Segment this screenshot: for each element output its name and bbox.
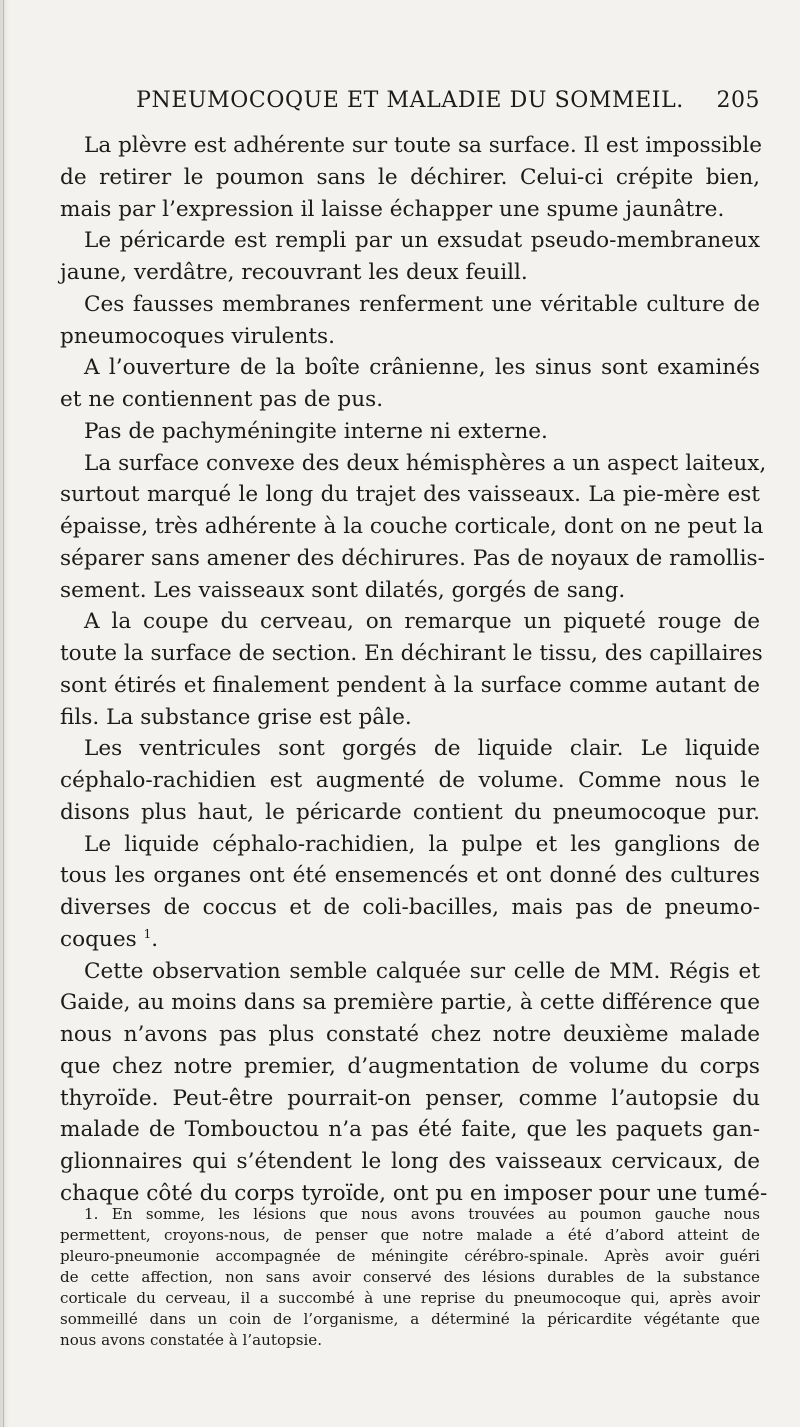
text-line: Gaide, au moins dans sa première partie, à cette différence que xyxy=(60,990,760,1016)
text-line: disons plus haut, le péricarde contient du pneumocoque pur. xyxy=(60,799,760,825)
text-line: fils. La substance grise est pâle. xyxy=(60,704,412,730)
text-line: A l’ouverture de la boîte crânienne, les sinus sont examinés xyxy=(84,355,760,381)
text-line: Cette observation semble calquée sur celle de MM. Régis et xyxy=(84,958,760,984)
footnote-line: pleuro-pneumonie accompagnée de méningite cérébro-spinale. Après avoir guéri xyxy=(60,1247,760,1265)
footnote-line: de cette affection, non sans avoir conservé des lésions durables de la substance xyxy=(60,1268,760,1286)
page-edge xyxy=(0,0,10,1427)
footnote-line: permettent, croyons-nous, de penser que notre malade a été d’abord atteint de xyxy=(60,1226,760,1244)
footnote-line: 1. En somme, les lésions que nous avons trouvées au poumon gauche nous xyxy=(84,1205,760,1223)
text-line: nous n’avons pas plus constaté chez notre deuxième malade xyxy=(60,1022,760,1047)
footnote-line: corticale du cerveau, il a succombé à une reprise du pneumocoque qui, après avoir xyxy=(60,1289,760,1307)
text-line: jaune, verdâtre, recouvrant les deux feuill. xyxy=(60,260,528,285)
footnote-reference: 1 xyxy=(143,926,152,941)
text-line: céphalo-rachidien est augmenté de volume. Comme nous le xyxy=(60,768,760,793)
text-line: tous les organes ont été ensemencés et ont donné des cultures xyxy=(60,863,760,889)
page-number: 205 xyxy=(716,88,760,113)
text-line: mais par l’expression il laisse échapper une spume jaunâtre. xyxy=(60,196,725,222)
running-header xyxy=(60,88,760,118)
text-line: chaque côté du corps tyroïde, ont pu en imposer pour une tumé- xyxy=(60,1180,768,1206)
text-line: sont étirés et finalement pendent à la surface comme autant de xyxy=(60,672,760,698)
text-line: de retirer le poumon sans le déchirer. Celui-ci crépite bien, xyxy=(60,164,760,190)
text-line: que chez notre premier, d’augmentation de volume du corps xyxy=(60,1053,760,1079)
text-line: Le liquide céphalo-rachidien, la pulpe et les ganglions de xyxy=(84,831,760,857)
header-title: PNEUMOCOQUE ET MALADIE DU SOMMEIL. xyxy=(136,88,684,113)
page-edge-line xyxy=(3,0,4,1427)
text-line: thyroïde. Peut-être pourrait-on penser, comme l’autopsie du xyxy=(60,1085,760,1111)
text-line: Ces fausses membranes renferment une véritable culture de xyxy=(84,291,760,317)
text-line: pneumocoques virulents. xyxy=(60,323,335,349)
footnote-line: sommeillé dans un coin de l’organisme, a déterminé la péricardite végétante que xyxy=(60,1310,760,1328)
footnote xyxy=(60,1204,760,1351)
text-line: surtout marqué le long du trajet des vaisseaux. La pie-mère est xyxy=(60,482,760,508)
text-line: sement. Les vaisseaux sont dilatés, gorgés de sang. xyxy=(60,577,626,603)
text-line: diverses de coccus et de coli-bacilles, mais pas de pneumo- xyxy=(60,895,760,920)
text-line-with-footnote-ref xyxy=(60,924,760,956)
text-line: A la coupe du cerveau, on remarque un piqueté rouge de xyxy=(84,609,760,635)
text-line: La plèvre est adhérente sur toute sa surface. Il est impossible xyxy=(84,133,763,158)
text-line: La surface convexe des deux hémisphères a un aspect laiteux, xyxy=(84,450,767,476)
text-line: épaisse, très adhérente à la couche corticale, dont on ne peut la xyxy=(60,514,764,539)
text-line: Pas de pachyméningite interne ni externe. xyxy=(84,418,548,444)
footnote-line: nous avons constatée à l’autopsie. xyxy=(60,1331,323,1349)
footnote-reference-suffix: . xyxy=(151,926,159,952)
text-line: Les ventricules sont gorgés de liquide clair. Le liquide xyxy=(84,736,760,762)
text-line: coques xyxy=(60,926,137,952)
text-line: toute la surface de section. En déchirant le tissu, des capillaires xyxy=(60,641,763,666)
body-text xyxy=(60,130,768,1210)
text-line: malade de Tombouctou n’a pas été faite, que les paquets gan- xyxy=(60,1117,760,1143)
text-line: Le péricarde est rempli par un exsudat pseudo-membraneux xyxy=(84,228,760,254)
text-line: séparer sans amener des déchirures. Pas de noyaux de ramollis- xyxy=(60,545,765,571)
text-line: glionnaires qui s’étendent le long des vaisseaux cervicaux, de xyxy=(60,1149,760,1174)
text-line: et ne contiennent pas de pus. xyxy=(60,387,384,412)
